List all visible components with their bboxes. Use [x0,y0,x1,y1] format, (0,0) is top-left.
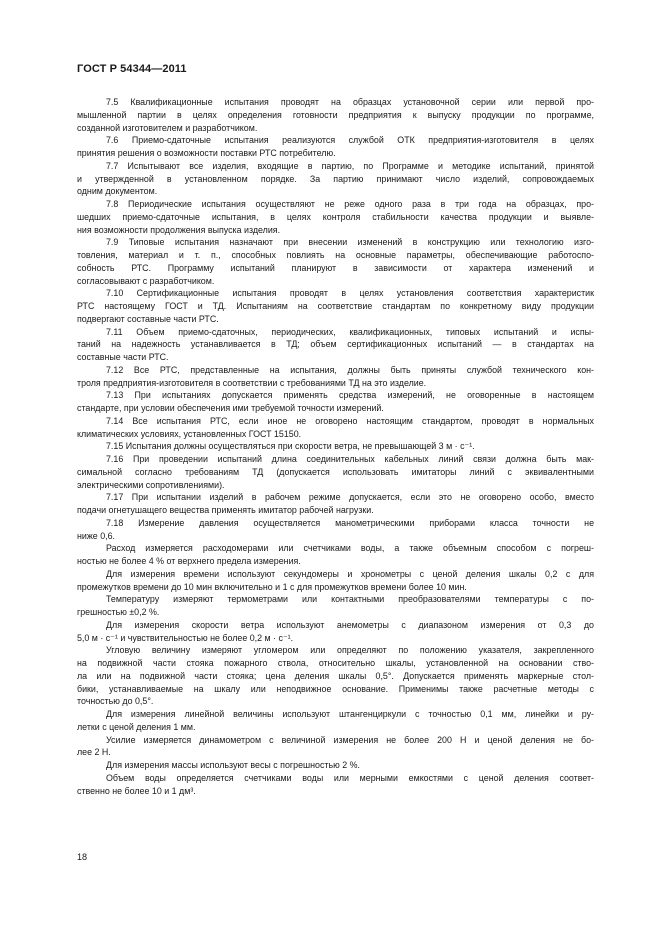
text-line: 7.10 Сертификационные испытания проводят в целях установления соответствия характеристик [106,288,594,299]
document-body [77,96,594,797]
paragraph-7-11 [77,326,594,364]
text-line: электрическими сопротивлениями). [77,479,225,490]
text-line: 5,0 м · с⁻¹ и чувствительностью не более 0,2 м · с⁻¹. [77,632,294,643]
text-line: точностью до 0,5°. [77,696,154,707]
text-line: 7.14 Все испытания РТС, если иное не оговорено настоящим стандартом, проводят в нормальных [106,415,594,426]
text-line: подвергают составные части РТС. [77,313,219,324]
paragraph-7-12 [77,364,594,390]
text-line: стандарте, при условии обеспечения ими требуемой точности измерений. [77,403,384,413]
text-line: 7.13 При испытаниях допускается применять средства измерений, не оговоренные в настоящем [106,390,594,401]
text-line: 7.17 При испытании изделий в рабочем режиме допускается, если это не оговорено особо, вместо [106,492,594,503]
text-line: 7.16 При проведении испытаний длина соединительных кабельных линий связи должна быть мак- [106,454,594,464]
paragraph-7-14 [77,415,594,441]
text-line: Для измерения линейной величины используют штангенциркули с точностью 0,1 мм, линейки и ру- [106,709,594,719]
text-line: ниже 0,6. [77,530,116,541]
text-line: подачи огнетушащего вещества применять имитатор рабочей нагрузки. [77,505,374,515]
page-number: 18 [77,852,88,862]
paragraph-7-9 [77,236,594,287]
paragraph-7-10 [77,287,594,325]
document-header: ГОСТ Р 54344—2011 [77,63,187,75]
text-line: Для измерения массы используют весы с погрешностью 2 %. [106,760,360,770]
text-line: РТС настоящему ГОСТ и ТД. Испытаниям на соответствие стандартам по конкретному виду продукции [77,301,594,311]
text-line: на подвижной части стояка пожарного ствола, относительно шкалы, установленной на основании ство- [77,658,594,668]
text-line: симальной согласно требованиям ТД (допускается использовать имитаторы линий с эквивалентными [77,466,594,477]
text-line: троля предприятия-изготовителя в соответствии с требованиями ТД на это изделие. [77,377,427,388]
paragraph-length [77,708,594,734]
text-line: Объем воды определяется счетчиками воды или мерными емкостями с ценой деления соответ- [106,772,594,783]
text-line: 7.15 Испытания должны осуществляться при скорости ветра, не превышающей 3 м · с⁻¹. [106,441,475,452]
text-line: Расход измеряется расходомерами или счетчиками воды, а также объемным способом с погреш- [106,543,594,554]
paragraph-7-8 [77,198,594,236]
paragraph-time [77,568,594,594]
text-line: согласовывают с разработчиком. [77,275,215,286]
text-line: собность РТС. Программу испытаний планируют в зависимости от характера изменений и [77,262,594,273]
paragraph-7-16 [77,453,594,491]
text-line: одним документом. [77,186,158,197]
paragraph-angle [77,644,594,708]
paragraph-force [77,734,594,760]
text-line: составные части РТС. [77,352,169,362]
text-line: летки с ценой деления 1 мм. [77,721,196,732]
text-line: таний на надежность устанавливается в ТД; объем сертификационных испытаний — в стандартах на [77,339,594,350]
text-line: созданной изготовителем и разработчиком. [77,122,258,133]
paragraph-mass [77,759,594,772]
text-line: 7.11 Объем приемо-сдаточных, периодических, квалификационных, типовых испытаний и испы- [106,326,594,337]
text-line: ственно не более 10 и 1 дм³. [77,785,196,796]
text-line: климатических условиях, установленных ГОСТ 15150. [77,428,302,439]
text-line: 7.7 Испытывают все изделия, входящие в партию, по Программе и методике испытаний, принятой [106,160,594,171]
text-line: ния возможности продолжения выпуска изделия. [77,224,281,235]
text-line: 7.12 Все РТС, представленные на испытания, должны быть приняты службой технического кон- [106,364,594,375]
text-line: 7.6 Приемо-сдаточные испытания реализуются службой ОТК предприятия-изготовителя в целях [106,135,594,146]
paragraph-7-13 [77,389,594,415]
paragraph-7-18 [77,517,594,543]
paragraph-7-5 [77,96,594,134]
text-line: бики, устанавливаемые на шкалу или неподвижное основание. Применимы также расчетные методы с [77,683,594,694]
text-line: 7.5 Квалификационные испытания проводят на образцах установочной серии или первой про- [106,97,594,107]
text-line: принятия решения о возможности поставки РТС потребителю. [77,148,336,158]
text-line: 7.18 Измерение давления осуществляется манометрическими приборами класса точности не [106,517,594,528]
text-line: мышленной партии в целях определения готовности предприятия к выпуску продукции по программе, [77,109,594,120]
text-line: грешностью ±0,2 %. [77,607,160,617]
paragraph-7-15 [77,440,594,453]
text-line: Для измерения скорости ветра используют анемометры с диапазоном измерения от 0,3 до [106,619,594,630]
text-line: ностью не более 4 % от верхнего предела измерения. [77,556,301,566]
text-line: шедших приемо-сдаточные испытания, в целях контроля стабильности качества продукции и выявле- [77,211,594,222]
paragraph-7-6 [77,134,594,160]
text-line: 7.8 Периодические испытания осуществляют не реже одного раза в три года на образцах, про- [106,199,594,209]
text-line: товления, материал и т. п., способных повлиять на основные параметры, обеспечивающие работоспо- [77,250,594,260]
paragraph-7-17 [77,491,594,517]
text-line: Усилие измеряется динамометром с величиной измерения не более 200 Н и ценой деления не бо- [106,734,594,745]
text-line: Для измерения времени используют секундомеры и хронометры с ценой деления шкалы 0,2 с для [106,568,594,579]
text-line: промежутков времени до 10 мин включительно и 1 с для промежутков времени более 10 мин. [77,581,467,592]
paragraph-wind [77,619,594,645]
paragraph-volume [77,772,594,798]
text-line: Температуру измеряют термометрами или контактными преобразователями температуры с по- [106,594,594,605]
text-line: 7.9 Типовые испытания назначают при внесении изменений в конструкцию или технологию изго- [106,237,594,248]
paragraph-7-7 [77,160,594,198]
paragraph-temp [77,593,594,619]
text-line: и утвержденной в установленном порядке. За партию принимают число изделий, сопровождаемых [77,173,594,184]
text-line: лее 2 Н. [77,747,111,758]
text-line: Угловую величину измеряют угломером или определяют по положению указателя, закрепленного [106,645,594,656]
paragraph-flow [77,542,594,568]
text-line: ла или на подвижной части стояка; цена деления шкалы 0,5°. Допускается применять маркерные стол- [77,670,594,681]
